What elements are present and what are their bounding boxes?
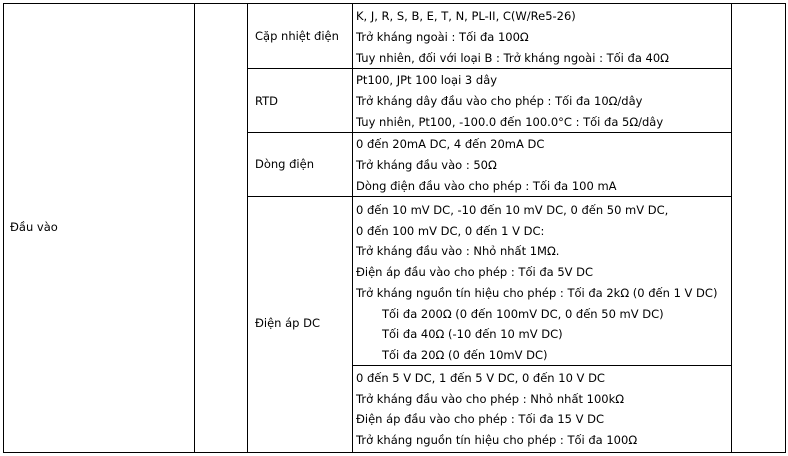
spec-line: Điện áp đầu vào cho phép : Tối đa 5V DC [356,265,594,279]
spec-line: K, J, R, S, B, E, T, N, PL-II, C(W/Re5-26) [356,9,576,23]
spec-line: Tuy nhiên, đối với loại B : Trở kháng ngoài : Tối đa 40Ω [356,51,669,65]
spec-line: Trở kháng dây đầu vào cho phép : Tối đa 10Ω/dây [356,94,643,108]
row-divider [352,365,732,366]
spec-line: Trở kháng đầu vào cho phép : Nhỏ nhất 100kΩ [356,392,625,406]
spec-line: Dòng điện đầu vào cho phép : Tối đa 100 mA [356,179,617,193]
column-divider [194,4,195,452]
spec-line: Trở kháng nguồn tín hiệu cho phép : Tối đa 100Ω [356,433,638,447]
spec-line: 0 đến 5 V DC, 1 đến 5 V DC, 0 đến 10 V DC [356,371,605,385]
type-thermocouple: Cặp nhiệt điện [255,29,339,43]
spec-line: Tuy nhiên, Pt100, -100.0 đến 100.0°C : Tối đa 5Ω/dây [356,115,664,129]
section-label-input: Đầu vào [10,220,58,234]
row-divider [247,68,732,69]
spec-line: Trở kháng đầu vào : Nhỏ nhất 1MΩ. [356,244,560,258]
spec-line: Pt100, JPt 100 loại 3 dây [356,73,498,87]
row-divider [247,196,732,197]
spec-line: Điện áp đầu vào cho phép : Tối đa 15 V DC [356,412,605,426]
spec-line: 0 đến 10 mV DC, -10 đến 10 mV DC, 0 đến 50 mV DC, [356,203,669,217]
column-divider [352,4,353,452]
row-divider [247,132,732,133]
column-divider [731,4,732,452]
spec-line: Trở kháng nguồn tín hiệu cho phép : Tối đa 2kΩ (0 đến 1 V DC) [356,286,718,300]
spec-line: 0 đến 20mA DC, 4 đến 20mA DC [356,137,545,151]
spec-line: Trở kháng đầu vào : 50Ω [356,158,497,172]
spec-line: Tối đa 40Ω (-10 đến 10 mV DC) [382,327,563,341]
spec-table [3,3,786,453]
spec-line: 0 đến 100 mV DC, 0 đến 1 V DC: [356,224,545,238]
spec-line: Tối đa 20Ω (0 đến 10mV DC) [382,348,548,362]
column-divider [247,4,248,452]
type-rtd: RTD [255,94,279,108]
spec-line: Tối đa 200Ω (0 đến 100mV DC, 0 đến 50 mV DC) [382,307,664,321]
spec-line: Trở kháng ngoài : Tối đa 100Ω [356,30,529,44]
type-dc-voltage: Điện áp DC [255,316,321,330]
type-current: Dòng điện [255,157,314,171]
